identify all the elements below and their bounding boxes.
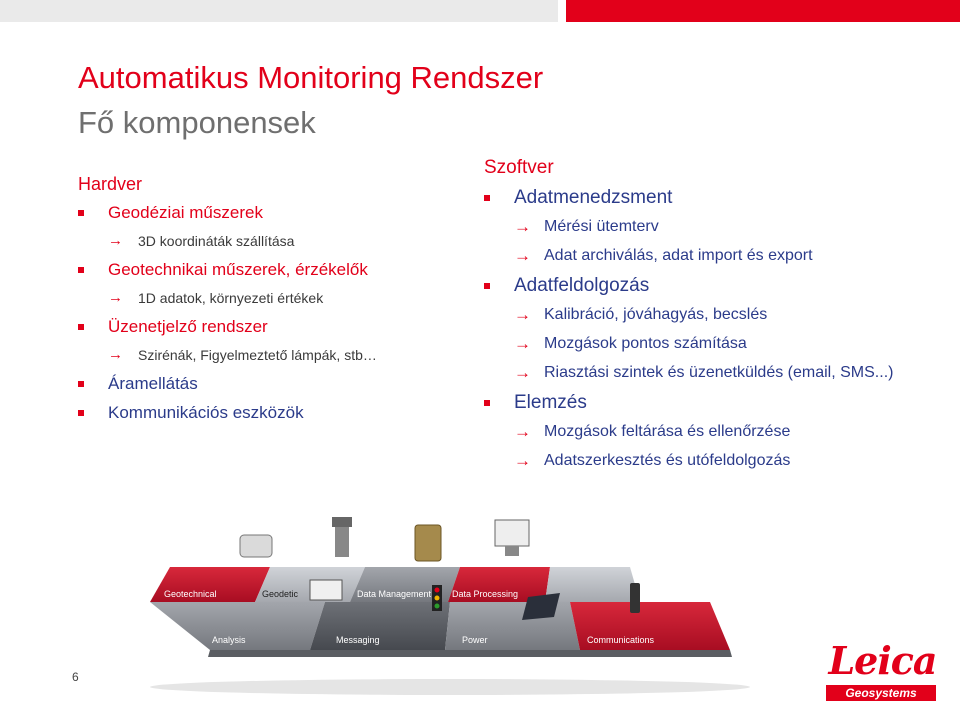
monitor-icon — [495, 520, 529, 546]
label-geodetic: Geodetic — [262, 589, 299, 599]
logo-wordmark: Leica — [828, 638, 937, 683]
puzzle-piece-top-extra — [545, 567, 640, 602]
puzzle-shadow — [150, 679, 750, 695]
bullet-square-icon — [484, 283, 490, 289]
arrow-right-icon: → — [514, 451, 531, 470]
traffic-light-yellow-icon — [435, 596, 440, 601]
arrow-right-icon: → — [514, 217, 531, 236]
software-heading: Szoftver — [484, 157, 554, 178]
arrow-right-icon: → — [514, 334, 531, 353]
traffic-light-green-icon — [435, 604, 440, 609]
software-subitem: → Riasztási szintek és üzenetküldés (email, SMS...) — [514, 363, 894, 382]
software-subitem: → Adatszerkesztés és utófeldolgozás — [514, 451, 791, 470]
arrow-right-icon: → — [108, 289, 123, 306]
bullet-square-icon — [78, 324, 84, 330]
bullet-square-icon — [78, 267, 84, 273]
hardware-subitem: → 1D adatok, környezeti értékek — [108, 289, 324, 306]
software-item: Elemzés — [484, 391, 944, 415]
slide-title: Automatikus Monitoring Rendszer — [78, 60, 544, 95]
software-subitem: → Mozgások feltárása és ellenőrzése — [514, 422, 791, 441]
bullet-square-icon — [484, 400, 490, 406]
bullet-square-icon — [78, 210, 84, 216]
arrow-right-icon: → — [514, 305, 531, 324]
software-subitem: → Mozgások pontos számítása — [514, 334, 747, 353]
laptop-icon — [310, 580, 342, 600]
label-geotechnical: Geotechnical — [164, 589, 217, 599]
geotech-sensor-icon — [240, 535, 272, 557]
hardware-item: Geotechnikai műszerek, érzékelők — [78, 259, 468, 281]
arrow-right-icon: → — [108, 232, 123, 249]
total-station-icon — [335, 523, 349, 557]
top-bar-red — [566, 0, 960, 22]
system-components-puzzle — [150, 505, 760, 695]
leica-logo — [820, 640, 945, 700]
hardware-heading: Hardver — [78, 174, 143, 194]
hardware-section — [78, 172, 468, 431]
software-section — [484, 156, 944, 479]
top-bar-grey — [0, 0, 558, 22]
hardware-item: Geodéziai műszerek — [78, 202, 468, 224]
hardware-subitem: → 3D koordináták szállítása — [108, 232, 295, 249]
bullet-square-icon — [78, 381, 84, 387]
label-data-management: Data Management — [357, 589, 432, 599]
software-subitem: → Adat archiválás, adat import és export — [514, 246, 813, 265]
label-analysis: Analysis — [212, 635, 246, 645]
puzzle-edge — [208, 650, 732, 657]
arrow-right-icon: → — [514, 363, 531, 382]
total-station-head-icon — [332, 517, 352, 527]
hardware-item: Üzenetjelző rendszer — [78, 316, 468, 338]
arrow-right-icon: → — [108, 346, 123, 363]
page-number: 6 — [72, 670, 79, 684]
slide-subtitle: Fő komponensek — [78, 105, 316, 140]
software-subitem: → Mérési ütemterv — [514, 217, 659, 236]
label-messaging: Messaging — [336, 635, 380, 645]
hardware-item: Áramellátás — [78, 373, 468, 395]
software-subitem: → Kalibráció, jóváhagyás, becslés — [514, 305, 768, 324]
label-power: Power — [462, 635, 488, 645]
puzzle-piece-messaging — [310, 602, 450, 650]
software-item: Adatmenedzsment — [484, 186, 944, 210]
hardware-subitem: → Szirénák, Figyelmeztető lámpák, stb… — [108, 346, 377, 363]
bullet-square-icon — [484, 195, 490, 201]
label-communications: Communications — [587, 635, 655, 645]
bullet-square-icon — [78, 410, 84, 416]
database-icon — [415, 525, 441, 561]
label-data-processing: Data Processing — [452, 589, 519, 599]
monitor-stand-icon — [505, 546, 519, 556]
traffic-light-red-icon — [435, 588, 440, 593]
logo-subtitle: Geosystems — [826, 685, 936, 701]
arrow-right-icon: → — [514, 246, 531, 265]
arrow-right-icon: → — [514, 422, 531, 441]
hardware-item: Kommunikációs eszközök — [78, 402, 468, 424]
software-item: Adatfeldolgozás — [484, 274, 944, 298]
phone-icon — [630, 583, 640, 613]
